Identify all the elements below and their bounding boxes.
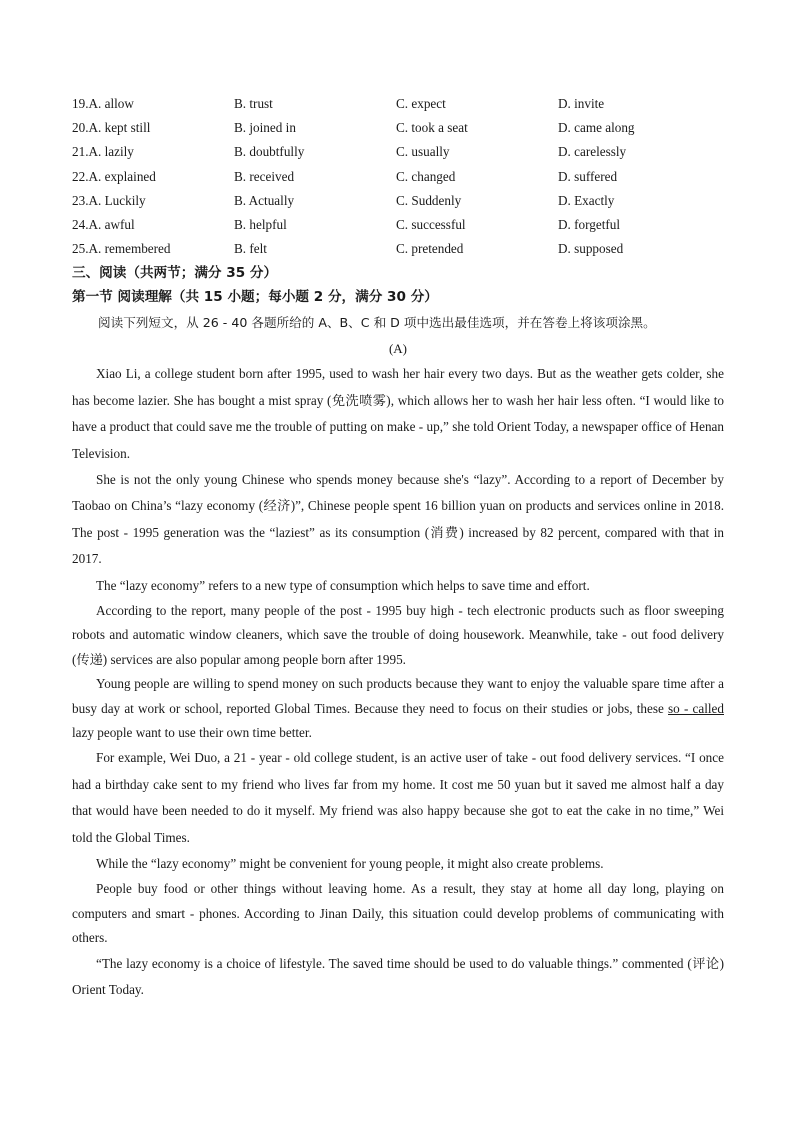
option-c: C. successful <box>396 217 466 233</box>
option-c: C. pretended <box>396 241 464 257</box>
paragraph-text: Young people are willing to spend money on such products because they want to enjoy the valuable spare time after a busy day at work or school, reported Global Times. Because they need to focus on their studies or jobs, these <box>72 676 724 716</box>
passage-paragraph-1: Xiao Li, a college student born after 1995, used to wash her hair every two days. But as the weather gets colder, she has become lazier. She has bought a mist spray (免洗喷雾), which allows her to wash her hair less often. “I would like to have a product that could save me the trouble of putting on make - up,” she told Orient Today, a newspaper office of Henan Television. <box>72 366 724 461</box>
exam-page <box>72 92 724 1003</box>
option-b: B. received <box>234 168 295 184</box>
option-row-23 <box>72 189 724 213</box>
option-a: 23.A. Luckily <box>72 192 146 208</box>
passage-paragraph-7: While the “lazy economy” might be convenient for young people, it might also create problems. <box>96 856 604 872</box>
passage-paragraph-2: She is not the only young Chinese who spends money because she's “lazy”. According to a report of December by Taobao on China’s “lazy economy (经济)”, Chinese people spent 16 billion yuan on products and services online in 2018. The post - 1995 generation was the “laziest” as its consumption (消费) increased by 82 percent, compared with that in 2017. <box>72 471 724 567</box>
option-d: D. supposed <box>558 241 624 257</box>
passage-paragraph-8: People buy food or other things without leaving home. As a result, they stay at home all day long, playing on computers and smart - phones. According to Jinan Daily, this situation could develop problems of communicating with others. <box>72 881 724 946</box>
passage-paragraph-5 <box>72 672 724 745</box>
passage-paragraph-3: The “lazy economy” refers to a new type of consumption which helps to save time and effort. <box>96 577 590 593</box>
option-row-22 <box>72 165 724 189</box>
option-c: C. Suddenly <box>396 192 462 208</box>
passage-label: (A) <box>388 341 408 357</box>
option-row-21 <box>72 140 724 164</box>
option-a: 24.A. awful <box>72 217 135 233</box>
paragraph-text: lazy people want to use their own time better. <box>72 725 312 740</box>
option-b: B. helpful <box>234 217 287 233</box>
option-c: C. changed <box>396 168 456 184</box>
option-b: B. trust <box>234 96 273 112</box>
passage-paragraph-6: For example, Wei Duo, a 21 - year - old college student, is an active user of take - out food delivery services. “I once had a birthday cake sent to my friend who lives far from my home. It cost me 50 yuan but it saved me almost half a day that would have been needed to do it myself. My friend was also happy because she got to eat the cake in no time,” Wei told the Global Times. <box>72 750 724 845</box>
option-b: B. felt <box>234 241 267 257</box>
answer-options-table <box>72 92 724 261</box>
option-a: 21.A. lazily <box>72 144 134 160</box>
option-a: 25.A. remembered <box>72 241 171 257</box>
option-c: C. usually <box>396 144 450 160</box>
subsection-title: 第一节 阅读理解（共 15 小题；每小题 2 分，满分 30 分） <box>72 289 438 306</box>
option-a: 19.A. allow <box>72 96 134 112</box>
underlined-term: so - called <box>668 700 724 716</box>
option-c: C. took a seat <box>396 120 468 136</box>
option-a: 20.A. kept still <box>72 120 151 136</box>
option-row-25 <box>72 237 724 261</box>
option-d: D. suffered <box>558 168 618 184</box>
reading-instructions: 阅读下列短文，从 26 - 40 各题所给的 A、B、C 和 D 项中选出最佳选项，并在答卷上将该项涂黑。 <box>98 315 656 331</box>
option-row-24 <box>72 213 724 237</box>
option-c: C. expect <box>396 96 446 112</box>
option-d: D. carelessly <box>558 144 627 160</box>
option-a: 22.A. explained <box>72 168 156 184</box>
option-b: B. joined in <box>234 120 296 136</box>
option-row-19 <box>72 92 724 116</box>
option-b: B. Actually <box>234 192 295 208</box>
option-d: D. invite <box>558 96 605 112</box>
option-b: B. doubtfully <box>234 144 305 160</box>
section-title: 三、阅读（共两节；满分 35 分） <box>72 265 278 282</box>
option-row-20 <box>72 116 724 140</box>
option-d: D. forgetful <box>558 217 621 233</box>
option-d: D. Exactly <box>558 192 615 208</box>
passage-paragraph-9: “The lazy economy is a choice of lifestyle. The saved time should be used to do valuable things.” commented (评论) Orient Today. <box>72 955 724 997</box>
passage-paragraph-4: According to the report, many people of the post - 1995 buy high - tech electronic products such as floor sweeping robots and automatic window cleaners, which save the trouble of doing housework. Meanwhile, take - out food delivery (传递) services are also popular among people born after 1995. <box>72 602 724 667</box>
option-d: D. came along <box>558 120 635 136</box>
